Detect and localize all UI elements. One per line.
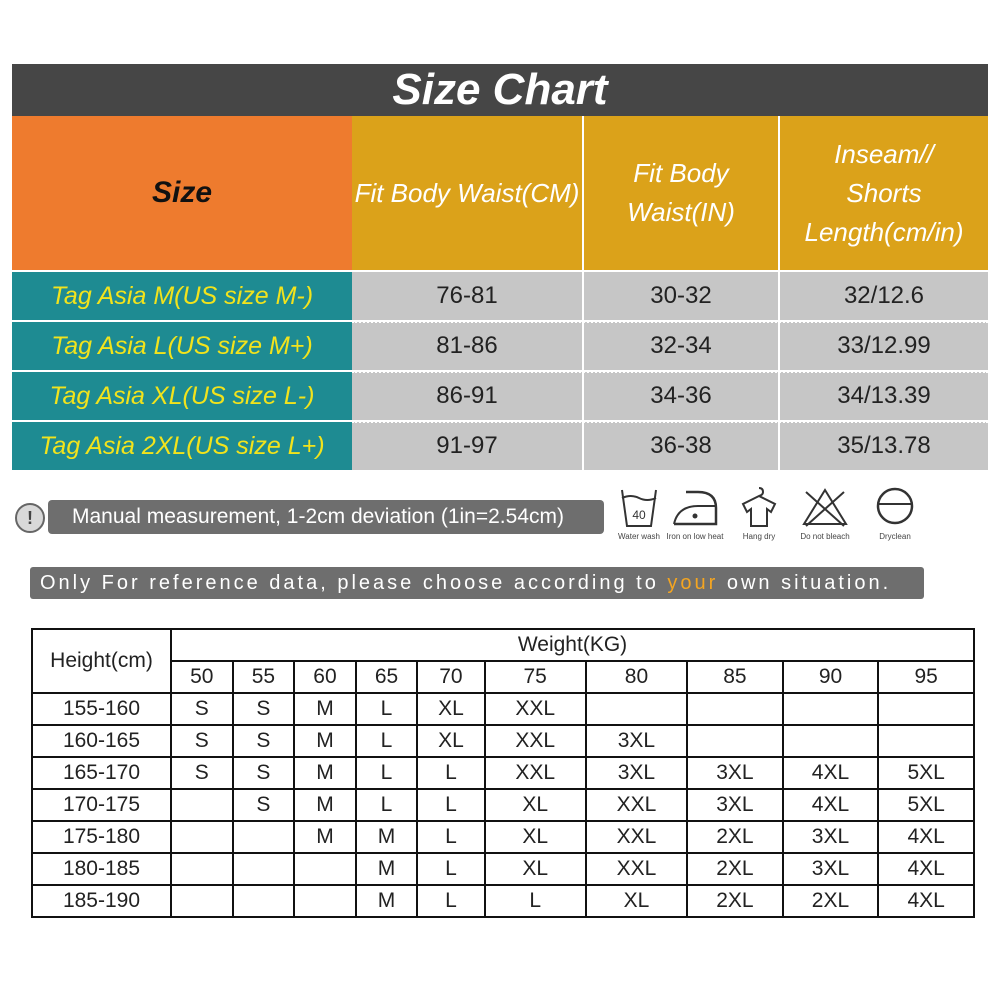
iron-low-heat-icon <box>660 484 730 554</box>
size-recommendation-cell: L <box>356 789 418 821</box>
size-recommendation-cell <box>171 821 233 853</box>
inseam-header-line: Length(cm/in) <box>804 216 964 247</box>
weight-header: Weight(KG) <box>171 629 974 661</box>
size-recommendation-cell: 4XL <box>878 885 974 917</box>
height-range-cell: 170-175 <box>32 789 171 821</box>
size-recommendation-cell <box>171 853 233 885</box>
height-header: Height(cm) <box>32 629 171 693</box>
size-recommendation-cell: L <box>417 789 484 821</box>
size-recommendation-cell: M <box>294 789 356 821</box>
care-caption: Dryclean <box>879 532 911 541</box>
size-recommendation-cell: 3XL <box>687 757 783 789</box>
weight-column-header: 55 <box>233 661 295 693</box>
size-recommendation-cell: L <box>356 757 418 789</box>
weight-column-header: 70 <box>417 661 484 693</box>
size-recommendation-cell: XXL <box>586 821 687 853</box>
height-weight-table <box>31 628 975 918</box>
size-recommendation-cell: L <box>417 885 484 917</box>
height-range-cell: 175-180 <box>32 821 171 853</box>
size-recommendation-cell: M <box>294 757 356 789</box>
reference-text: Only For reference data, please choose according to <box>40 571 659 594</box>
size-recommendation-cell: XL <box>417 693 484 725</box>
inseam-cell: 34/13.39 <box>780 372 988 420</box>
size-recommendation-cell: M <box>356 853 418 885</box>
size-recommendation-cell: S <box>171 725 233 757</box>
weight-column-header: 50 <box>171 661 233 693</box>
size-recommendation-cell: 4XL <box>783 789 879 821</box>
size-recommendation-cell <box>233 885 295 917</box>
hang-dry-icon <box>724 484 794 554</box>
size-recommendation-cell: M <box>356 885 418 917</box>
table-row <box>32 693 974 725</box>
size-recommendation-cell <box>171 789 233 821</box>
size-recommendation-cell: S <box>233 757 295 789</box>
size-recommendation-cell: XXL <box>586 853 687 885</box>
size-recommendation-cell: 3XL <box>783 853 879 885</box>
waist-in-cell: 30-32 <box>584 272 778 320</box>
size-tag-cell: Tag Asia M(US size M-) <box>12 272 352 320</box>
size-recommendation-cell: 2XL <box>687 821 783 853</box>
inseam-cell: 35/13.78 <box>780 422 988 470</box>
page-title: Size Chart <box>12 64 988 116</box>
size-recommendation-cell <box>783 693 879 725</box>
waist-in-cell: 36-38 <box>584 422 778 470</box>
measurement-notice: Manual measurement, 1-2cm deviation (1in=2.54cm) <box>48 500 604 534</box>
size-recommendation-cell: 2XL <box>687 885 783 917</box>
care-caption: Iron on low heat <box>666 532 724 541</box>
size-recommendation-cell <box>171 885 233 917</box>
reference-text-end: own situation. <box>726 571 892 594</box>
waist-in-cell: 32-34 <box>584 322 778 370</box>
waist-cm-header-label: Fit Body Waist(CM) <box>354 177 580 208</box>
size-recommendation-cell: 3XL <box>586 725 687 757</box>
row-divider <box>352 321 988 323</box>
size-tag-cell: Tag Asia XL(US size L-) <box>12 372 352 420</box>
dryclean-icon <box>860 484 930 554</box>
waist-cm-cell: 86-91 <box>352 372 582 420</box>
weight-column-header: 80 <box>586 661 687 693</box>
reference-highlight: your <box>667 571 719 594</box>
size-recommendation-cell <box>878 693 974 725</box>
waist-in-header-line: Waist(IN) <box>627 197 735 227</box>
size-recommendation-cell: S <box>171 757 233 789</box>
size-recommendation-cell: XXL <box>485 693 586 725</box>
table-row <box>32 853 974 885</box>
size-recommendation-cell: 5XL <box>878 757 974 789</box>
size-recommendation-cell: S <box>171 693 233 725</box>
care-caption: Hang dry <box>742 532 776 541</box>
height-range-cell: 180-185 <box>32 853 171 885</box>
care-caption: Do not bleach <box>800 532 850 541</box>
row-divider <box>352 371 988 373</box>
size-recommendation-cell: XXL <box>485 757 586 789</box>
inseam-header-line: Shorts <box>846 177 922 208</box>
inseam-cell: 32/12.6 <box>780 272 988 320</box>
size-recommendation-cell: 3XL <box>783 821 879 853</box>
size-recommendation-cell <box>294 853 356 885</box>
size-recommendation-cell: M <box>294 693 356 725</box>
size-recommendation-cell: S <box>233 789 295 821</box>
size-recommendation-cell <box>878 725 974 757</box>
inseam-header-line: Inseam// <box>834 138 934 169</box>
size-recommendation-cell <box>586 693 687 725</box>
size-recommendation-cell: 3XL <box>586 757 687 789</box>
size-header: Size <box>12 116 352 270</box>
waist-cm-header <box>352 116 582 270</box>
size-recommendation-cell: XL <box>485 789 586 821</box>
table-row <box>32 757 974 789</box>
size-recommendation-cell: 3XL <box>687 789 783 821</box>
size-recommendation-cell: 2XL <box>687 853 783 885</box>
waist-in-header <box>584 116 778 270</box>
do-not-bleach-icon <box>790 484 860 554</box>
size-recommendation-cell: M <box>356 821 418 853</box>
size-recommendation-cell: S <box>233 693 295 725</box>
size-recommendation-cell: L <box>417 853 484 885</box>
inseam-header <box>780 116 988 270</box>
waist-in-cell: 34-36 <box>584 372 778 420</box>
weight-column-header: 85 <box>687 661 783 693</box>
size-recommendation-cell: 4XL <box>878 821 974 853</box>
height-range-cell: 155-160 <box>32 693 171 725</box>
size-recommendation-cell: XXL <box>586 789 687 821</box>
waist-cm-cell: 76-81 <box>352 272 582 320</box>
size-recommendation-cell: L <box>356 725 418 757</box>
size-recommendation-cell: M <box>294 821 356 853</box>
table-row <box>32 725 974 757</box>
size-tag-cell: Tag Asia 2XL(US size L+) <box>12 422 352 470</box>
wash-temperature-label: 40 <box>632 508 646 522</box>
table-row <box>32 821 974 853</box>
weight-column-header: 65 <box>356 661 418 693</box>
waist-in-header-line: Fit Body <box>633 158 729 188</box>
size-recommendation-cell: 5XL <box>878 789 974 821</box>
size-recommendation-cell <box>233 853 295 885</box>
size-recommendation-cell <box>783 725 879 757</box>
size-recommendation-cell <box>294 885 356 917</box>
reference-notice <box>30 567 924 599</box>
size-recommendation-cell: XXL <box>485 725 586 757</box>
size-tag-cell: Tag Asia L(US size M+) <box>12 322 352 370</box>
size-recommendation-cell: L <box>485 885 586 917</box>
table-row <box>32 789 974 821</box>
size-recommendation-cell: 4XL <box>783 757 879 789</box>
row-divider <box>352 421 988 423</box>
size-recommendation-cell <box>687 725 783 757</box>
height-range-cell: 165-170 <box>32 757 171 789</box>
height-range-cell: 185-190 <box>32 885 171 917</box>
size-recommendation-cell: L <box>417 757 484 789</box>
size-recommendation-cell: 2XL <box>783 885 879 917</box>
size-recommendation-cell: 4XL <box>878 853 974 885</box>
warning-icon: ! <box>15 503 45 533</box>
height-range-cell: 160-165 <box>32 725 171 757</box>
size-recommendation-cell: XL <box>485 853 586 885</box>
size-recommendation-cell: L <box>417 821 484 853</box>
size-recommendation-cell: S <box>233 725 295 757</box>
inseam-cell: 33/12.99 <box>780 322 988 370</box>
weight-column-header: 90 <box>783 661 879 693</box>
size-recommendation-cell <box>233 821 295 853</box>
size-recommendation-cell: XL <box>586 885 687 917</box>
waist-cm-cell: 91-97 <box>352 422 582 470</box>
weight-column-header: 60 <box>294 661 356 693</box>
size-recommendation-cell: XL <box>485 821 586 853</box>
size-recommendation-cell: M <box>294 725 356 757</box>
weight-column-header: 75 <box>485 661 586 693</box>
size-recommendation-cell <box>687 693 783 725</box>
weight-column-header: 95 <box>878 661 974 693</box>
waist-cm-cell: 81-86 <box>352 322 582 370</box>
size-recommendation-cell: L <box>356 693 418 725</box>
table-row <box>32 885 974 917</box>
size-recommendation-cell: XL <box>417 725 484 757</box>
care-caption: Water wash <box>618 532 660 541</box>
